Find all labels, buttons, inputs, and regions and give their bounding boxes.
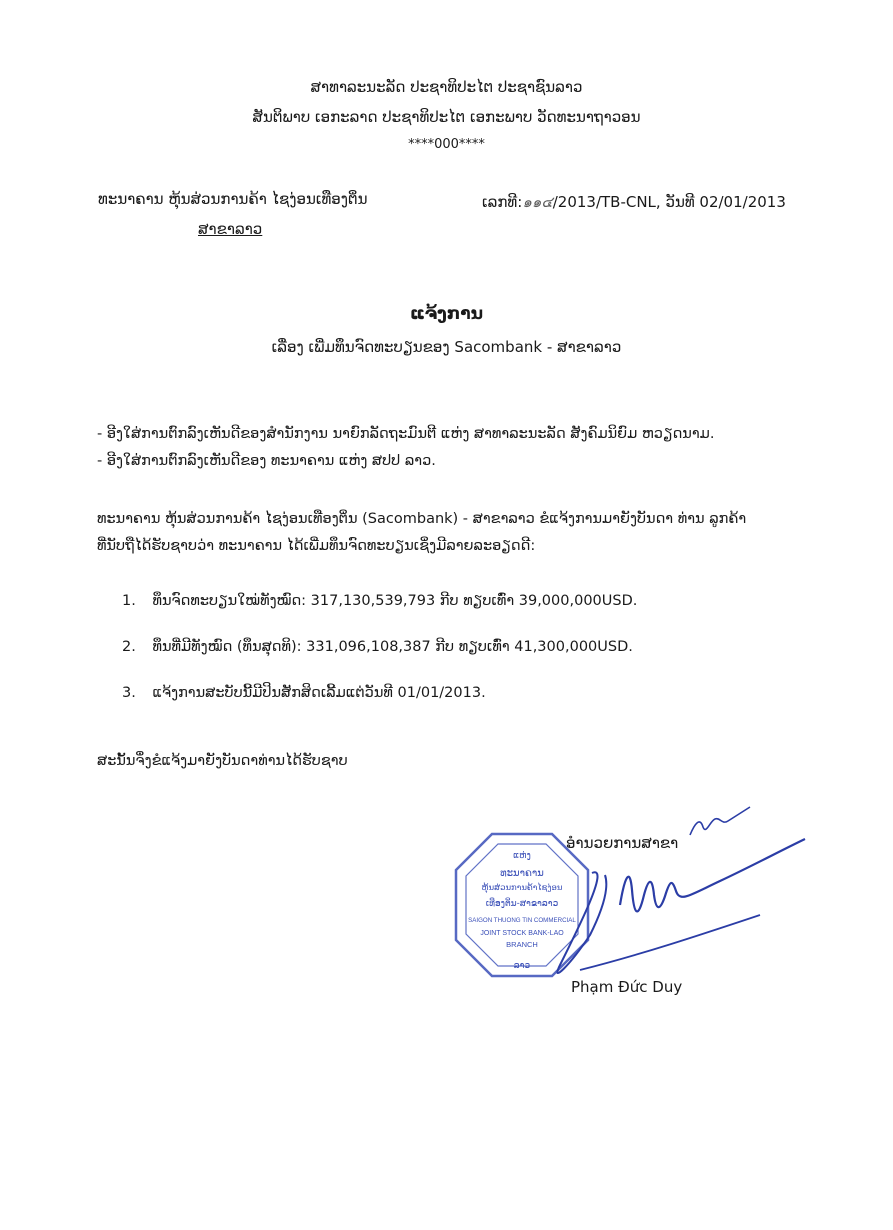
stamp-top-text: ແຫ່ງ <box>513 850 531 860</box>
signatory-name: Phạm Đức Duy <box>571 978 683 996</box>
list-item-text: ທຶນຈົດທະບຽນໃໝ່ທັງໝົດ: 317,130,539,793 ກີບ ທຽບເທົ່າ 39,000,000USD. <box>152 593 638 609</box>
intro-line-2: ທີ່ນັບຖືໄດ້ຮັບຊາບວ່າ ທະນາຄານ ໄດ້ເພີ່ມທຶນຈົດທະບຽນເຊິ່ງມີລາຍລະອຽດດີ: <box>97 538 536 554</box>
handwritten-signature <box>520 795 820 995</box>
stamp-line-1: ທະນາຄານ <box>500 868 544 879</box>
stamp-line-4: SAIGON THUONG TIN COMMERCIAL <box>468 917 576 924</box>
closing-statement: ສະນັ້ນຈຶ່ງຂໍແຈ້ງມາຍັງບັນດາທ່ານໄດ້ຮັບຊາບ <box>97 753 348 769</box>
list-item <box>122 685 486 701</box>
stamp-line-2: ຫຸ້ນສ່ວນການຄ້າໄຊງ່ອນ <box>481 882 563 892</box>
reference-suffix: /2013/TB-CNL, ວັນທີ 02/01/2013 <box>552 193 786 211</box>
national-header-line2: ສັນຕິພາບ ເອກະລາດ ປະຊາທິປະໄຕ ເອກະພາບ ວັດທະນາຖາວອນ <box>252 108 641 126</box>
intro-line-1: ທະນາຄານ ຫຸ້ນສ່ວນການຄ້າ ໄຊງ່ອນເທືອງຕິ່ນ (Sacombank) - ສາຂາລາວ ຂໍແຈ້ງການມາຍັງບັນດາ ທ່ານ ລູກຄ້າ <box>97 511 747 527</box>
stamp-line-3: ເທືອງຕິ່ນ-ສາຂາລາວ <box>485 898 559 908</box>
national-header-line3: ****000**** <box>408 137 485 152</box>
reference-handwritten: ๑๑๔ <box>522 193 553 211</box>
sender-branch: ສາຂາລາວ <box>198 220 263 238</box>
stamp-line-6: BRANCH <box>506 940 538 949</box>
reference-line-1: - ອີງໃສ່ການຕົກລົງເຫັນດີຂອງສຳນັກງານ ນາຍົກລັດຖະມົນຕີ ແຫ່ງ ສາທາລະນະລັດ ສັງຄົມນິຍົມ ຫວຽດນາມ. <box>97 426 715 442</box>
list-item-number: 2. <box>122 639 136 655</box>
list-item <box>122 639 633 655</box>
stamp-line-5: JOINT STOCK BANK-LAO <box>480 930 564 937</box>
list-item-text: ທຶນທີ່ມີທັງໝົດ (ທຶນສຸດທິ): 331,096,108,387 ກີບ ທຽບເທົ່າ 41,300,000USD. <box>152 639 633 655</box>
signatory-role: ອຳນວຍການສາຂາ <box>566 834 679 852</box>
reference-number <box>482 190 786 214</box>
list-item-number: 3. <box>122 685 136 701</box>
reference-prefix: ເລກທີ: <box>482 193 523 211</box>
stamp-bottom-text: ລາວ <box>513 960 531 970</box>
list-item-text: ແຈ້ງການສະບັບນີ້ມີປິນສັກສິດເລີ້ມແຕ່ວັນທີ 01/01/2013. <box>152 685 486 701</box>
document-title: ແຈ້ງການ <box>409 304 484 324</box>
sender-bank: ທະນາຄານ ຫຸ້ນສ່ວນການຄ້າ ໄຊງ່ອນເທືອງຕິ່ນ <box>98 190 368 208</box>
national-header-line1: ສາທາລະນະລັດ ປະຊາທິປະໄຕ ປະຊາຊົນລາວ <box>310 78 583 96</box>
list-item <box>122 593 637 609</box>
list-item-number: 1. <box>122 593 136 609</box>
document-subject: ເລື່ອງ ເພີ່ມທຶນຈົດທະບຽນຂອງ Sacombank - ສາຂາລາວ <box>271 338 622 356</box>
reference-line-2: - ອີງໃສ່ການຕົກລົງເຫັນດີຂອງ ທະນາຄານ ແຫ່ງ ສປປ ລາວ. <box>97 453 436 469</box>
